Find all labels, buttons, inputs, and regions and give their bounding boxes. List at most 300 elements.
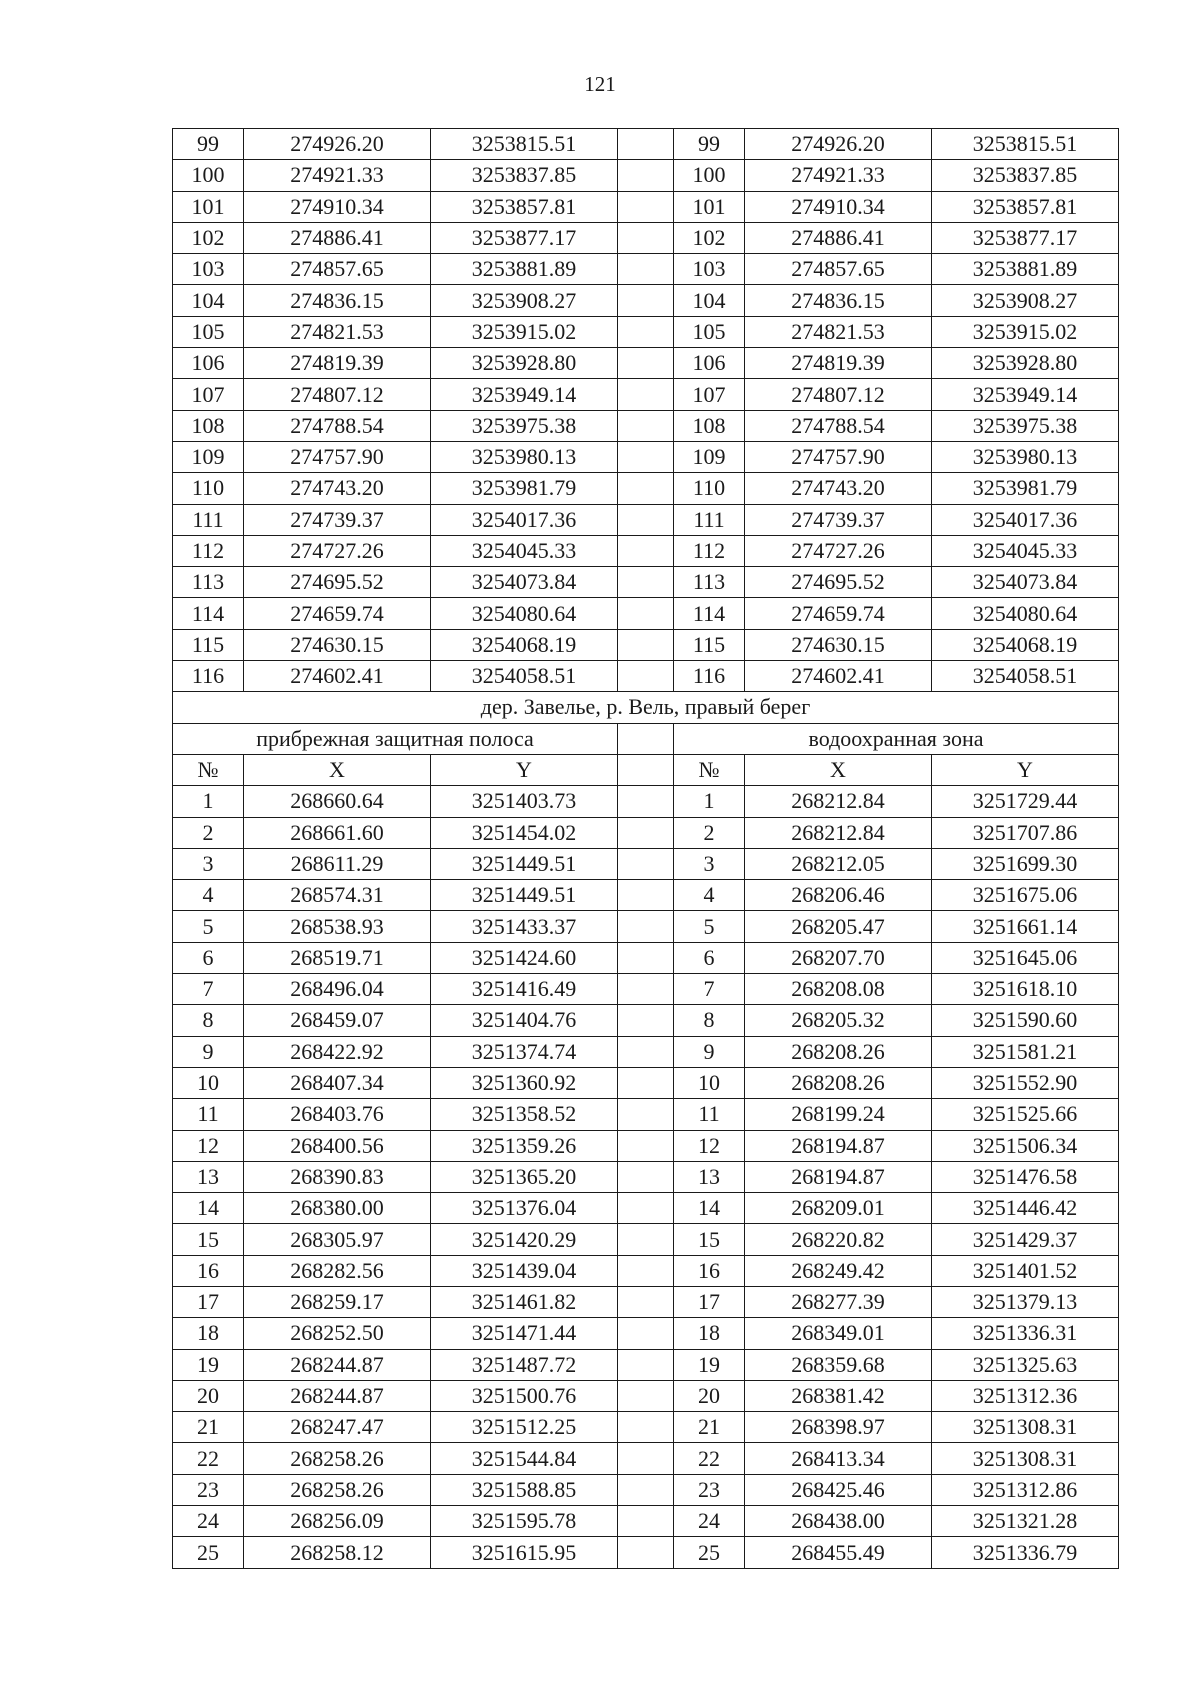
- x-coordinate: 274727.26: [244, 535, 431, 566]
- spacer-cell: [618, 160, 674, 191]
- x-coordinate: 268455.49: [745, 1537, 932, 1568]
- y-coordinate: 3254058.51: [932, 661, 1119, 692]
- spacer-cell: [618, 598, 674, 629]
- x-coordinate: 274743.20: [244, 473, 431, 504]
- spacer-cell: [618, 942, 674, 973]
- y-coordinate: 3253877.17: [431, 222, 618, 253]
- spacer-cell: [618, 1537, 674, 1568]
- x-coordinate: 274739.37: [745, 504, 932, 535]
- point-number: 4: [173, 880, 244, 911]
- table-row: [173, 1443, 1119, 1474]
- y-coordinate: 3254073.84: [932, 567, 1119, 598]
- spacer-cell: [618, 1443, 674, 1474]
- x-coordinate: 268220.82: [745, 1224, 932, 1255]
- table-row: [173, 942, 1119, 973]
- x-coordinate: 274788.54: [745, 410, 932, 441]
- spacer-cell: [618, 222, 674, 253]
- point-number: 6: [173, 942, 244, 973]
- y-coordinate: 3253815.51: [431, 129, 618, 160]
- x-coordinate: 268282.56: [244, 1255, 431, 1286]
- y-coordinate: 3253980.13: [431, 441, 618, 472]
- point-number: 21: [674, 1412, 745, 1443]
- spacer-cell: [618, 1099, 674, 1130]
- point-number: 4: [674, 880, 745, 911]
- point-number: 23: [674, 1474, 745, 1505]
- y-coordinate: 3251590.60: [932, 1005, 1119, 1036]
- y-coordinate: 3251374.74: [431, 1036, 618, 1067]
- y-coordinate: 3251433.37: [431, 911, 618, 942]
- y-coordinate: 3253877.17: [932, 222, 1119, 253]
- table-row: [173, 129, 1119, 160]
- y-coordinate: 3253975.38: [932, 410, 1119, 441]
- y-coordinate: 3253949.14: [932, 379, 1119, 410]
- table-row: [173, 1537, 1119, 1568]
- spacer-cell: [618, 254, 674, 285]
- x-coordinate: 268519.71: [244, 942, 431, 973]
- point-number: 113: [674, 567, 745, 598]
- x-coordinate: 274659.74: [745, 598, 932, 629]
- section-title: дер. Завелье, р. Вель, правый берег: [173, 692, 1119, 723]
- col-header-y: Y: [932, 754, 1119, 785]
- y-coordinate: 3253981.79: [431, 473, 618, 504]
- y-coordinate: 3254017.36: [431, 504, 618, 535]
- y-coordinate: 3253915.02: [431, 316, 618, 347]
- table-row: [173, 629, 1119, 660]
- y-coordinate: 3254080.64: [431, 598, 618, 629]
- y-coordinate: 3251376.04: [431, 1193, 618, 1224]
- spacer-cell: [618, 1067, 674, 1098]
- x-coordinate: 268244.87: [244, 1380, 431, 1411]
- point-number: 7: [173, 974, 244, 1005]
- point-number: 14: [674, 1193, 745, 1224]
- point-number: 113: [173, 567, 244, 598]
- x-coordinate: 268208.08: [745, 974, 932, 1005]
- y-coordinate: 3251552.90: [932, 1067, 1119, 1098]
- point-number: 9: [173, 1036, 244, 1067]
- point-number: 12: [674, 1130, 745, 1161]
- y-coordinate: 3251379.13: [932, 1286, 1119, 1317]
- y-coordinate: 3251699.30: [932, 848, 1119, 879]
- table-row: [173, 1286, 1119, 1317]
- spacer-cell: [618, 1161, 674, 1192]
- x-coordinate: 274602.41: [244, 661, 431, 692]
- x-coordinate: 274857.65: [244, 254, 431, 285]
- point-number: 20: [674, 1380, 745, 1411]
- point-number: 106: [173, 348, 244, 379]
- x-coordinate: 268398.97: [745, 1412, 932, 1443]
- point-number: 2: [674, 817, 745, 848]
- point-number: 10: [173, 1067, 244, 1098]
- spacer-cell: [618, 504, 674, 535]
- y-coordinate: 3251707.86: [932, 817, 1119, 848]
- point-number: 21: [173, 1412, 244, 1443]
- x-coordinate: 268661.60: [244, 817, 431, 848]
- point-number: 11: [674, 1099, 745, 1130]
- spacer-cell: [618, 441, 674, 472]
- y-coordinate: 3251308.31: [932, 1412, 1119, 1443]
- point-number: 3: [674, 848, 745, 879]
- spacer-cell: [618, 567, 674, 598]
- spacer-cell: [618, 1130, 674, 1161]
- point-number: 109: [674, 441, 745, 472]
- y-coordinate: 3251512.25: [431, 1412, 618, 1443]
- y-coordinate: 3254058.51: [431, 661, 618, 692]
- table-row: [173, 473, 1119, 504]
- spacer-cell: [618, 974, 674, 1005]
- y-coordinate: 3251487.72: [431, 1349, 618, 1380]
- point-number: 103: [674, 254, 745, 285]
- table-row: [173, 1349, 1119, 1380]
- spacer-cell: [618, 1474, 674, 1505]
- x-coordinate: 274836.15: [745, 285, 932, 316]
- point-number: 14: [173, 1193, 244, 1224]
- column-headers-row: [173, 754, 1119, 785]
- x-coordinate: 268400.56: [244, 1130, 431, 1161]
- x-coordinate: 274886.41: [745, 222, 932, 253]
- y-coordinate: 3251358.52: [431, 1099, 618, 1130]
- point-number: 99: [173, 129, 244, 160]
- x-coordinate: 274695.52: [745, 567, 932, 598]
- y-coordinate: 3251424.60: [431, 942, 618, 973]
- y-coordinate: 3254045.33: [932, 535, 1119, 566]
- y-coordinate: 3253837.85: [431, 160, 618, 191]
- x-coordinate: 268259.17: [244, 1286, 431, 1317]
- table-row: [173, 1318, 1119, 1349]
- x-coordinate: 274821.53: [244, 316, 431, 347]
- point-number: 15: [674, 1224, 745, 1255]
- y-coordinate: 3251645.06: [932, 942, 1119, 973]
- spacer-cell: [618, 1506, 674, 1537]
- section-title-row: [173, 692, 1119, 723]
- x-coordinate: 268208.26: [745, 1036, 932, 1067]
- y-coordinate: 3251360.92: [431, 1067, 618, 1098]
- table-row: [173, 191, 1119, 222]
- y-coordinate: 3251588.85: [431, 1474, 618, 1505]
- y-coordinate: 3251401.52: [932, 1255, 1119, 1286]
- y-coordinate: 3251429.37: [932, 1224, 1119, 1255]
- col-header-y: Y: [431, 754, 618, 785]
- point-number: 18: [173, 1318, 244, 1349]
- x-coordinate: 268207.70: [745, 942, 932, 973]
- x-coordinate: 268305.97: [244, 1224, 431, 1255]
- x-coordinate: 268208.26: [745, 1067, 932, 1098]
- x-coordinate: 274757.90: [745, 441, 932, 472]
- point-number: 110: [173, 473, 244, 504]
- point-number: 17: [173, 1286, 244, 1317]
- table-row: [173, 911, 1119, 942]
- spacer-cell: [618, 911, 674, 942]
- y-coordinate: 3251525.66: [932, 1099, 1119, 1130]
- y-coordinate: 3253881.89: [932, 254, 1119, 285]
- x-coordinate: 268496.04: [244, 974, 431, 1005]
- table-row: [173, 316, 1119, 347]
- y-coordinate: 3253837.85: [932, 160, 1119, 191]
- y-coordinate: 3251416.49: [431, 974, 618, 1005]
- point-number: 13: [173, 1161, 244, 1192]
- x-coordinate: 268199.24: [745, 1099, 932, 1130]
- table-row: [173, 1067, 1119, 1098]
- spacer-cell: [618, 1005, 674, 1036]
- x-coordinate: 274819.39: [745, 348, 932, 379]
- table-row: [173, 160, 1119, 191]
- spacer-cell: [618, 1318, 674, 1349]
- point-number: 7: [674, 974, 745, 1005]
- x-coordinate: 268425.46: [745, 1474, 932, 1505]
- x-coordinate: 268459.07: [244, 1005, 431, 1036]
- x-coordinate: 268247.47: [244, 1412, 431, 1443]
- point-number: 108: [674, 410, 745, 441]
- table-row: [173, 1130, 1119, 1161]
- point-number: 110: [674, 473, 745, 504]
- point-number: 112: [173, 535, 244, 566]
- spacer-cell: [618, 786, 674, 817]
- y-coordinate: 3251449.51: [431, 848, 618, 879]
- point-number: 24: [674, 1506, 745, 1537]
- table-row: [173, 379, 1119, 410]
- x-coordinate: 274757.90: [244, 441, 431, 472]
- x-coordinate: 274910.34: [244, 191, 431, 222]
- col-header-num: №: [674, 754, 745, 785]
- spacer-cell: [618, 1412, 674, 1443]
- point-number: 17: [674, 1286, 745, 1317]
- x-coordinate: 268258.26: [244, 1474, 431, 1505]
- point-number: 103: [173, 254, 244, 285]
- bottom-rows: [173, 786, 1119, 1568]
- x-coordinate: 274836.15: [244, 285, 431, 316]
- x-coordinate: 268277.39: [745, 1286, 932, 1317]
- y-coordinate: 3253815.51: [932, 129, 1119, 160]
- table-row: [173, 848, 1119, 879]
- x-coordinate: 268438.00: [745, 1506, 932, 1537]
- point-number: 116: [173, 661, 244, 692]
- col-header-num: №: [173, 754, 244, 785]
- x-coordinate: 274910.34: [745, 191, 932, 222]
- spacer-cell: [618, 848, 674, 879]
- point-number: 115: [173, 629, 244, 660]
- x-coordinate: 274727.26: [745, 535, 932, 566]
- table-row: [173, 1036, 1119, 1067]
- x-coordinate: 274630.15: [745, 629, 932, 660]
- y-coordinate: 3253928.80: [431, 348, 618, 379]
- coordinates-table: [172, 128, 1119, 1569]
- x-coordinate: 268380.00: [244, 1193, 431, 1224]
- point-number: 22: [674, 1443, 745, 1474]
- spacer-cell: [618, 880, 674, 911]
- table-row: [173, 1412, 1119, 1443]
- point-number: 100: [173, 160, 244, 191]
- table-row: [173, 817, 1119, 848]
- y-coordinate: 3251365.20: [431, 1161, 618, 1192]
- y-coordinate: 3251476.58: [932, 1161, 1119, 1192]
- y-coordinate: 3251449.51: [431, 880, 618, 911]
- y-coordinate: 3253857.81: [431, 191, 618, 222]
- zone-headings-row: [173, 723, 1119, 754]
- spacer-cell: [618, 535, 674, 566]
- point-number: 13: [674, 1161, 745, 1192]
- spacer-cell: [618, 316, 674, 347]
- point-number: 111: [674, 504, 745, 535]
- table-row: [173, 567, 1119, 598]
- spacer-cell: [618, 1255, 674, 1286]
- x-coordinate: 268359.68: [745, 1349, 932, 1380]
- spacer-cell: [618, 379, 674, 410]
- point-number: 6: [674, 942, 745, 973]
- point-number: 104: [173, 285, 244, 316]
- y-coordinate: 3251404.76: [431, 1005, 618, 1036]
- y-coordinate: 3251336.31: [932, 1318, 1119, 1349]
- right-zone-heading: водоохранная зона: [674, 723, 1119, 754]
- x-coordinate: 268244.87: [244, 1349, 431, 1380]
- y-coordinate: 3253908.27: [431, 285, 618, 316]
- point-number: 100: [674, 160, 745, 191]
- point-number: 24: [173, 1506, 244, 1537]
- x-coordinate: 268205.47: [745, 911, 932, 942]
- table-row: [173, 1193, 1119, 1224]
- y-coordinate: 3253857.81: [932, 191, 1119, 222]
- x-coordinate: 268256.09: [244, 1506, 431, 1537]
- x-coordinate: 268349.01: [745, 1318, 932, 1349]
- x-coordinate: 274921.33: [244, 160, 431, 191]
- y-coordinate: 3251336.79: [932, 1537, 1119, 1568]
- y-coordinate: 3251500.76: [431, 1380, 618, 1411]
- x-coordinate: 268258.12: [244, 1537, 431, 1568]
- spacer-cell: [618, 1380, 674, 1411]
- table-row: [173, 348, 1119, 379]
- table-row: [173, 222, 1119, 253]
- point-number: 105: [674, 316, 745, 347]
- spacer-cell: [618, 191, 674, 222]
- x-coordinate: 274886.41: [244, 222, 431, 253]
- spacer-cell: [618, 754, 674, 785]
- spacer-cell: [618, 1349, 674, 1380]
- spacer-cell: [618, 1224, 674, 1255]
- x-coordinate: 268249.42: [745, 1255, 932, 1286]
- x-coordinate: 268194.87: [745, 1161, 932, 1192]
- point-number: 25: [173, 1537, 244, 1568]
- point-number: 112: [674, 535, 745, 566]
- point-number: 8: [173, 1005, 244, 1036]
- y-coordinate: 3251359.26: [431, 1130, 618, 1161]
- table-row: [173, 254, 1119, 285]
- point-number: 1: [674, 786, 745, 817]
- x-coordinate: 268258.26: [244, 1443, 431, 1474]
- table-row: [173, 441, 1119, 472]
- y-coordinate: 3251403.73: [431, 786, 618, 817]
- table-row: [173, 1005, 1119, 1036]
- col-header-x: X: [244, 754, 431, 785]
- point-number: 18: [674, 1318, 745, 1349]
- x-coordinate: 274788.54: [244, 410, 431, 441]
- table-row: [173, 974, 1119, 1005]
- point-number: 16: [674, 1255, 745, 1286]
- spacer-cell: [618, 723, 674, 754]
- spacer-cell: [618, 285, 674, 316]
- table-row: [173, 1255, 1119, 1286]
- x-coordinate: 268212.84: [745, 817, 932, 848]
- y-coordinate: 3251595.78: [431, 1506, 618, 1537]
- y-coordinate: 3253928.80: [932, 348, 1119, 379]
- y-coordinate: 3251325.63: [932, 1349, 1119, 1380]
- x-coordinate: 274630.15: [244, 629, 431, 660]
- x-coordinate: 268574.31: [244, 880, 431, 911]
- spacer-cell: [618, 129, 674, 160]
- x-coordinate: 274807.12: [745, 379, 932, 410]
- y-coordinate: 3251471.44: [431, 1318, 618, 1349]
- x-coordinate: 274739.37: [244, 504, 431, 535]
- y-coordinate: 3251446.42: [932, 1193, 1119, 1224]
- x-coordinate: 268194.87: [745, 1130, 932, 1161]
- y-coordinate: 3254045.33: [431, 535, 618, 566]
- y-coordinate: 3251675.06: [932, 880, 1119, 911]
- y-coordinate: 3251420.29: [431, 1224, 618, 1255]
- point-number: 5: [674, 911, 745, 942]
- y-coordinate: 3251461.82: [431, 1286, 618, 1317]
- y-coordinate: 3251321.28: [932, 1506, 1119, 1537]
- point-number: 5: [173, 911, 244, 942]
- table-row: [173, 598, 1119, 629]
- x-coordinate: 268381.42: [745, 1380, 932, 1411]
- table-row: [173, 285, 1119, 316]
- point-number: 101: [173, 191, 244, 222]
- col-header-x: X: [745, 754, 932, 785]
- x-coordinate: 274807.12: [244, 379, 431, 410]
- x-coordinate: 268538.93: [244, 911, 431, 942]
- y-coordinate: 3251544.84: [431, 1443, 618, 1474]
- point-number: 22: [173, 1443, 244, 1474]
- table-row: [173, 880, 1119, 911]
- y-coordinate: 3251506.34: [932, 1130, 1119, 1161]
- point-number: 116: [674, 661, 745, 692]
- page-number: 121: [584, 72, 616, 96]
- spacer-cell: [618, 1036, 674, 1067]
- y-coordinate: 3251581.21: [932, 1036, 1119, 1067]
- x-coordinate: 268403.76: [244, 1099, 431, 1130]
- table-row: [173, 1380, 1119, 1411]
- x-coordinate: 268205.32: [745, 1005, 932, 1036]
- point-number: 23: [173, 1474, 244, 1505]
- table-row: [173, 1506, 1119, 1537]
- point-number: 101: [674, 191, 745, 222]
- point-number: 115: [674, 629, 745, 660]
- point-number: 15: [173, 1224, 244, 1255]
- point-number: 19: [674, 1349, 745, 1380]
- top-rows: [173, 129, 1119, 692]
- point-number: 12: [173, 1130, 244, 1161]
- x-coordinate: 268413.34: [745, 1443, 932, 1474]
- point-number: 109: [173, 441, 244, 472]
- x-coordinate: 274926.20: [244, 129, 431, 160]
- y-coordinate: 3253915.02: [932, 316, 1119, 347]
- y-coordinate: 3253980.13: [932, 441, 1119, 472]
- x-coordinate: 268252.50: [244, 1318, 431, 1349]
- spacer-cell: [618, 410, 674, 441]
- point-number: 2: [173, 817, 244, 848]
- x-coordinate: 268390.83: [244, 1161, 431, 1192]
- x-coordinate: 274695.52: [244, 567, 431, 598]
- y-coordinate: 3254073.84: [431, 567, 618, 598]
- y-coordinate: 3251729.44: [932, 786, 1119, 817]
- y-coordinate: 3251312.36: [932, 1380, 1119, 1411]
- y-coordinate: 3251615.95: [431, 1537, 618, 1568]
- spacer-cell: [618, 629, 674, 660]
- y-coordinate: 3254017.36: [932, 504, 1119, 535]
- spacer-cell: [618, 348, 674, 379]
- x-coordinate: 268212.84: [745, 786, 932, 817]
- y-coordinate: 3253975.38: [431, 410, 618, 441]
- x-coordinate: 274819.39: [244, 348, 431, 379]
- point-number: 107: [674, 379, 745, 410]
- y-coordinate: 3251312.86: [932, 1474, 1119, 1505]
